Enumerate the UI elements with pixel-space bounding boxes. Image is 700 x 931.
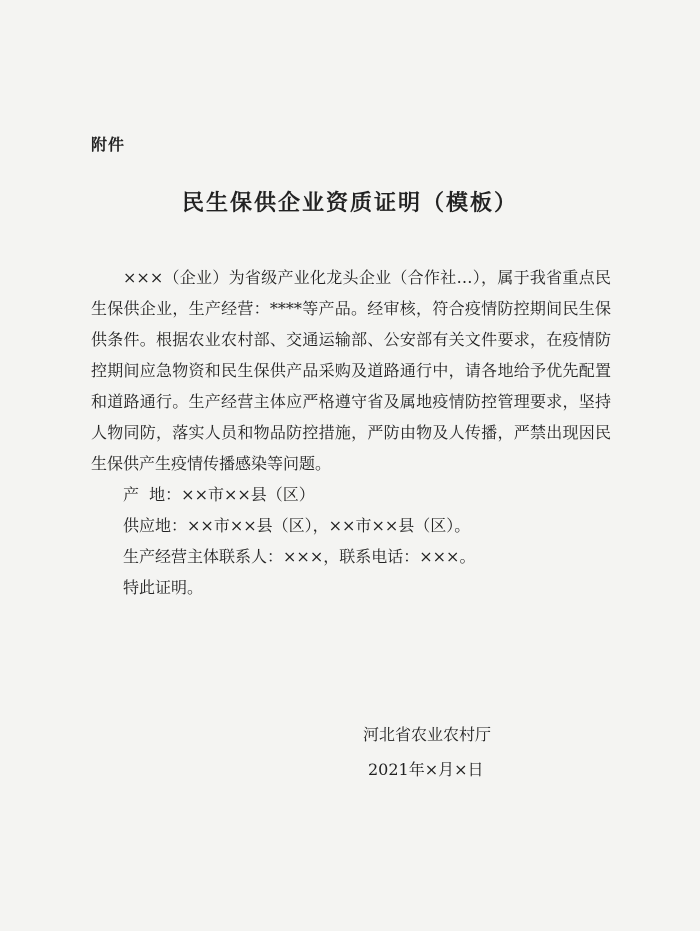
closing-line: 特此证明。: [123, 578, 204, 597]
main-paragraph: ×××（企业）为省级产业化龙头企业（合作社…），属于我省重点民生保供企业，生产经营：****等产品。经审核，符合疫情防控期间民生保供条件。根据农业农村部、交通运输部、公安部有关文件要求，在疫情防控期间应急物资和民生保供产品采购及道路通行中，请各地给予优先配置和道路通行。生产经营主体应严格遵守省及属地疫情防控管理要求，坚持人物同防，落实人员和物品防控措施，严防由物及人传播，严禁出现因民生保供产生疫情传播感染等问题。: [91, 268, 611, 473]
document-title: 民生保供企业资质证明（模板）: [181, 191, 518, 216]
issue-date: 2021年×月×日: [368, 760, 484, 779]
contact-line: 生产经营主体联系人：×××，联系电话：×××。: [123, 547, 476, 566]
attachment-label: 附件: [91, 135, 126, 154]
issuing-organization: 河北省农业农村厅: [363, 725, 492, 744]
supply-line: 供应地：××市××县（区），××市××县（区）。: [123, 516, 471, 535]
document-body: [91, 262, 611, 603]
origin-line: 产 地：××市××县（区）: [123, 485, 315, 504]
